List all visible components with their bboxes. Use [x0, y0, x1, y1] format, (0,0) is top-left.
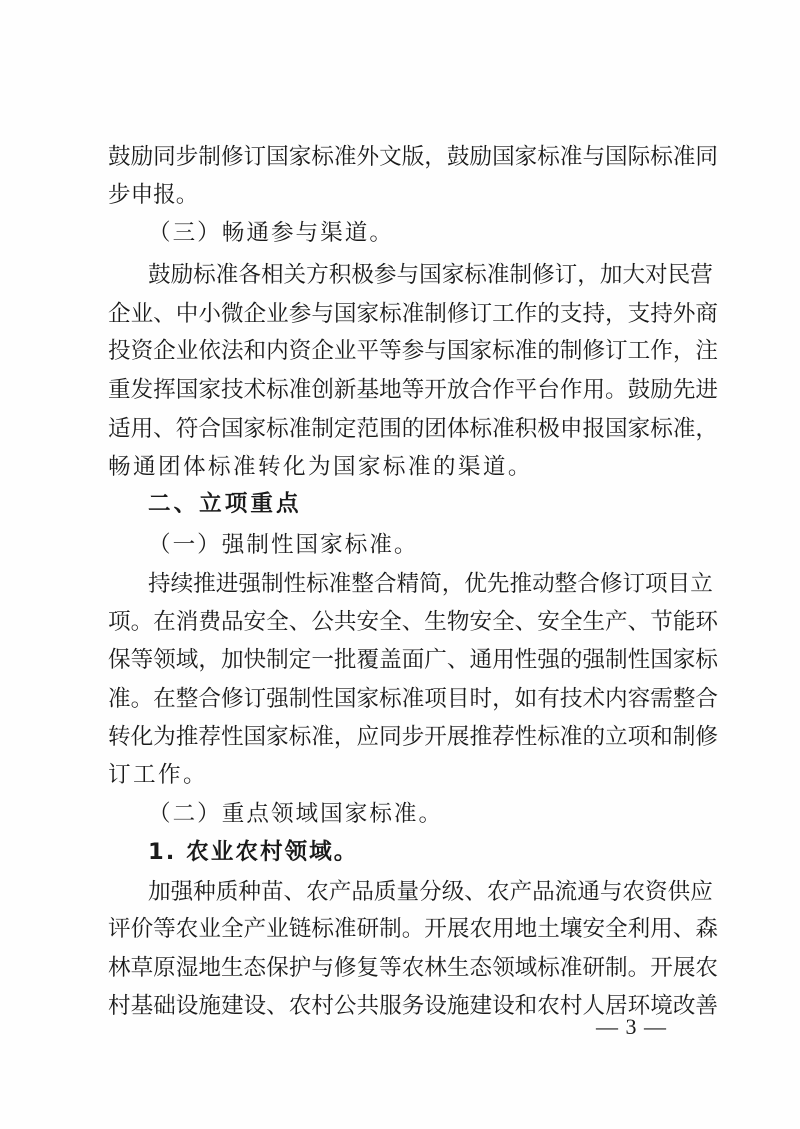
paragraph-line: 林草原湿地生态保护与修复等农林生态领域标准研制。开展农	[108, 955, 719, 981]
paragraph-line: 适用、符合国家标准制定范围的团体标准积极申报国家标准，	[108, 416, 719, 442]
paragraph-line: 转化为推荐性国家标准，应同步开展推荐性标准的立项和制修	[108, 724, 719, 750]
paragraph-line: 项。在消费品安全、公共安全、生物安全、安全生产、节能环	[108, 609, 719, 635]
page-number: — 3 —	[596, 1014, 667, 1039]
paragraph-line: 加强种质种苗、农产品质量分级、农产品流通与农资供应	[148, 879, 713, 905]
paragraph-line: 持续推进强制性标准整合精简，优先推动整合修订项目立	[148, 571, 713, 597]
paragraph-line: 步申报。	[108, 182, 199, 208]
paragraph-line: 投资企业依法和内资企业平等参与国家标准的制修订工作，注	[108, 338, 719, 364]
paragraph-line: 畅通团体标准转化为国家标准的渠道。	[108, 454, 533, 480]
paragraph-line: 鼓励标准各相关方积极参与国家标准制修订，加大对民营	[148, 262, 713, 288]
section-subheading: （一）强制性国家标准。	[148, 532, 419, 558]
section-subheading: （二）重点领域国家标准。	[148, 801, 444, 827]
paragraph-line: 企业、中小微企业参与国家标准制修订工作的支持，支持外商	[108, 301, 719, 327]
paragraph-line: 评价等农业全产业链标准研制。开展农用地土壤安全利用、森	[108, 916, 719, 942]
section-heading: 二、立项重点	[148, 491, 302, 517]
paragraph-line: 订工作。	[108, 762, 208, 788]
paragraph-line: 保等领域，加快制定一批覆盖面广、通用性强的强制性国家标	[108, 647, 719, 673]
paragraph-line: 重发挥国家技术标准创新基地等开放合作平台作用。鼓励先进	[108, 377, 719, 403]
section-subheading: （三）畅通参与渠道。	[148, 220, 394, 246]
paragraph-line: 村基础设施建设、农村公共服务设施建设和农村人居环境改善	[108, 993, 719, 1019]
paragraph-line: 鼓励同步制修订国家标准外文版，鼓励国家标准与国际标准同	[108, 144, 719, 170]
paragraph-line: 准。在整合修订强制性国家标准项目时，如有技术内容需整合	[108, 686, 719, 712]
numbered-heading: 1. 农业农村领域。	[148, 839, 359, 865]
